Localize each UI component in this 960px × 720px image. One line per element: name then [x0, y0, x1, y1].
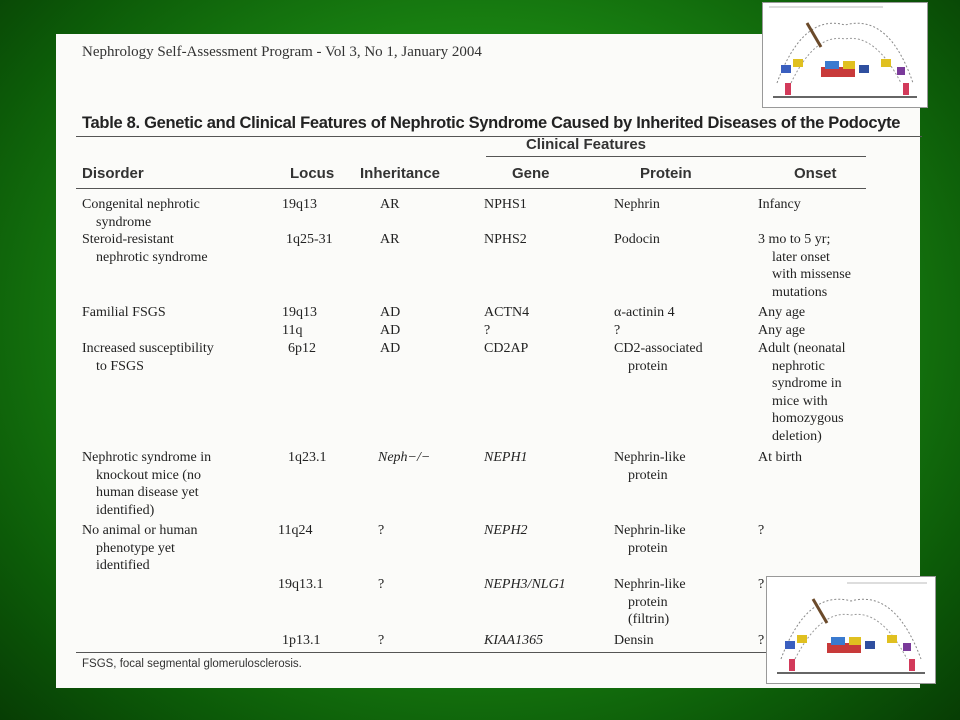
- col-header-gene: Gene: [512, 165, 550, 182]
- cell-gene: CD2AP: [484, 341, 529, 356]
- cell-protein: Nephrin: [614, 197, 660, 212]
- cell-locus: 1p13.1: [282, 633, 321, 648]
- cell-onset: ?: [758, 523, 765, 538]
- cell-inheritance: ?: [378, 577, 385, 592]
- cell-disorder: Increased susceptibility to FSGS: [82, 341, 214, 374]
- cell-inheritance: ?: [378, 633, 385, 648]
- cell-onset: Any age: [758, 323, 806, 338]
- cell-onset: Any age: [758, 305, 806, 320]
- cell-locus: 19q13: [282, 197, 317, 212]
- bottom-rule: [76, 652, 866, 653]
- cell-inheritance: AR: [380, 232, 400, 247]
- group-rule: [486, 156, 866, 157]
- cell-inheritance: ?: [378, 523, 385, 538]
- podocyte-thumbnail-top: [762, 2, 928, 108]
- cell-inheritance: AD: [380, 305, 401, 320]
- cell-protein: CD2-associated protein: [614, 341, 703, 374]
- podocyte-diagram-icon: [767, 577, 935, 683]
- cell-onset: ?: [758, 633, 765, 648]
- cell-gene: NEPH2: [484, 523, 528, 538]
- cell-gene: ACTN4: [484, 305, 530, 320]
- cell-gene: NEPH1: [484, 450, 528, 465]
- cell-inheritance: AD: [380, 341, 401, 356]
- col-header-disorder: Disorder: [82, 165, 144, 182]
- cell-gene: ?: [484, 323, 491, 338]
- cell-onset: At birth: [758, 450, 802, 465]
- cell-locus: 19q13: [282, 305, 317, 320]
- table-footnote: FSGS, focal segmental glomerulosclerosis.: [82, 658, 302, 670]
- cell-disorder: Steroid-resistant nephrotic syndrome: [82, 232, 208, 265]
- cell-onset: 3 mo to 5 yr; later onset with missense mutations: [758, 232, 851, 300]
- cell-gene: NPHS2: [484, 232, 527, 247]
- col-header-protein: Protein: [640, 165, 692, 182]
- col-header-locus: Locus: [290, 165, 335, 182]
- cell-onset: Infancy: [758, 197, 801, 212]
- cell-gene: NEPH3/NLG1: [484, 577, 566, 592]
- cell-locus: 6p12: [288, 341, 316, 356]
- col-header-inheritance: Inheritance: [360, 165, 441, 182]
- cell-locus: 1q23.1: [288, 450, 327, 465]
- cell-onset: ?: [758, 577, 765, 592]
- podocyte-thumbnail-bottom: [766, 576, 936, 684]
- cell-protein: Nephrin-like protein: [614, 450, 686, 483]
- cell-onset: Adult (neonatal nephrotic syndrome in mice with homozygous deletion): [758, 341, 846, 444]
- cell-disorder: Nephrotic syndrome in knockout mice (no human disease yet identified): [82, 450, 212, 518]
- cell-protein: Densin: [614, 633, 654, 648]
- cell-inheritance: AD: [380, 323, 401, 338]
- cell-inheritance: Neph−/−: [378, 450, 431, 465]
- journal-header: Nephrology Self-Assessment Program - Vol 3, No 1, January 2004: [82, 44, 482, 60]
- cell-disorder: Familial FSGS: [82, 305, 166, 320]
- cell-protein: ?: [614, 323, 621, 338]
- cell-protein: α-actinin 4: [614, 305, 675, 320]
- cell-gene: KIAA1365: [484, 633, 544, 648]
- podocyte-diagram-icon: [763, 3, 927, 107]
- cell-locus: 11q24: [278, 523, 313, 538]
- cell-protein: Nephrin-like protein: [614, 523, 686, 556]
- clinical-features-header: Clinical Features: [525, 136, 647, 153]
- cell-protein: Nephrin-like protein (filtrin): [614, 577, 686, 628]
- cell-disorder: No animal or human phenotype yet identified: [82, 523, 198, 574]
- table-title: Table 8. Genetic and Clinical Features of Nephrotic Syndrome Caused by Inherited Diseases of the Podocyte: [82, 114, 901, 132]
- cell-locus: 19q13.1: [278, 577, 324, 592]
- cell-protein: Podocin: [614, 232, 660, 247]
- col-header-onset: Onset: [794, 165, 837, 182]
- cell-inheritance: AR: [380, 197, 400, 212]
- cell-disorder: Congenital nephrotic syndrome: [82, 197, 200, 230]
- cell-gene: NPHS1: [484, 197, 527, 212]
- cell-locus: 1q25-31: [286, 232, 333, 247]
- header-rule: [76, 188, 866, 189]
- cell-locus: 11q: [282, 323, 303, 338]
